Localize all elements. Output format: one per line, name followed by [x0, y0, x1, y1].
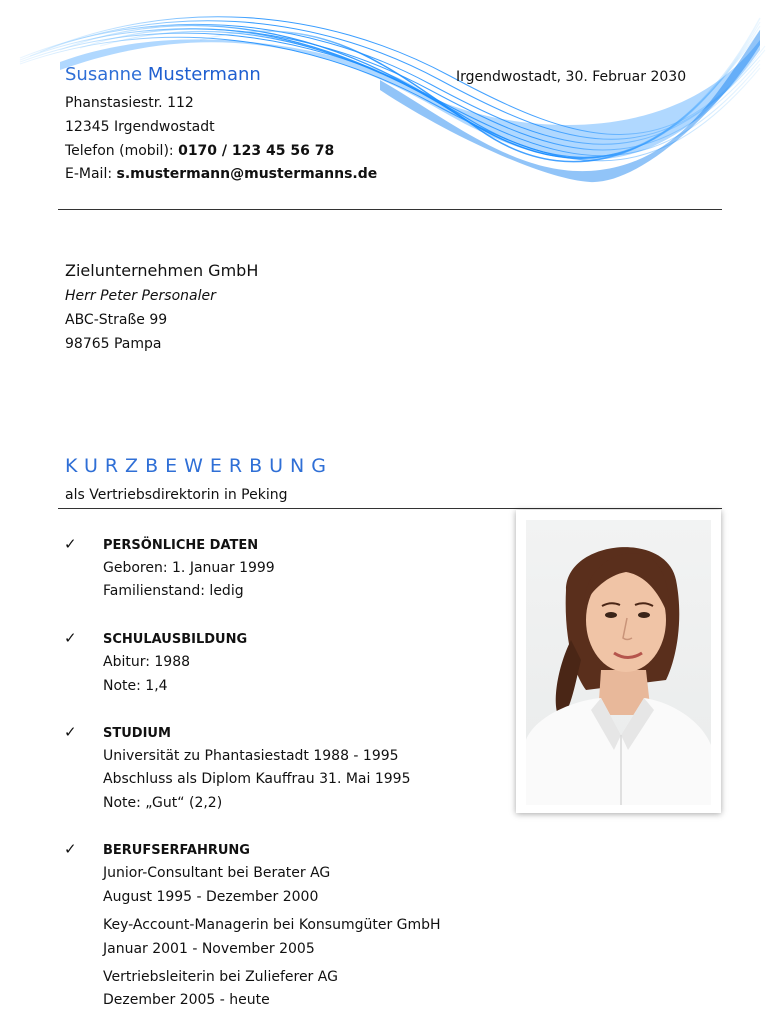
section-title-school: SCHULAUSBILDUNG	[103, 632, 248, 647]
section-line: Familienstand: ledig	[103, 583, 244, 599]
sender-first-name: Susanne	[65, 64, 143, 85]
recipient-contact: Herr Peter Personaler	[65, 288, 216, 304]
section-line: Key-Account-Managerin bei Konsumgüter GmbH	[103, 917, 441, 933]
applicant-photo-frame	[516, 510, 721, 813]
section-title-personal: PERSÖNLICHE DATEN	[103, 538, 259, 553]
phone-label: Telefon (mobil):	[65, 143, 179, 159]
section-line: Dezember 2005 - heute	[103, 992, 270, 1008]
section-line: Universität zu Phantasiestadt 1988 - 1995	[103, 748, 399, 764]
sender-last-name: Mustermann	[147, 64, 261, 85]
section-line: Januar 2001 - November 2005	[103, 941, 315, 957]
checkmark-icon: ✓	[64, 535, 77, 553]
checkmark-icon: ✓	[64, 723, 77, 741]
recipient-company: Zielunternehmen GmbH	[65, 261, 259, 280]
document-title: KURZBEWERBUNG	[65, 455, 333, 477]
section-title-work: BERUFSERFAHRUNG	[103, 843, 250, 858]
section-line: Note: „Gut“ (2,2)	[103, 795, 223, 811]
recipient-city: 98765 Pampa	[65, 336, 162, 352]
phone-number: 0170 / 123 45 56 78	[178, 143, 335, 159]
section-title-study: STUDIUM	[103, 726, 171, 741]
sender-city: 12345 Irgendwostadt	[65, 119, 215, 135]
sender-name	[65, 64, 261, 85]
email-label: E-Mail:	[65, 166, 117, 182]
header-divider	[58, 209, 722, 210]
section-line: Note: 1,4	[103, 678, 168, 694]
section-line: Junior-Consultant bei Berater AG	[103, 865, 331, 881]
checkmark-icon: ✓	[64, 840, 77, 858]
section-line: Geboren: 1. Januar 1999	[103, 560, 275, 576]
sender-phone-line	[65, 143, 334, 159]
document-subtitle: als Vertriebsdirektorin in Peking	[65, 487, 288, 503]
email-address: s.mustermann@mustermanns.de	[116, 166, 378, 182]
checkmark-icon: ✓	[64, 629, 77, 647]
section-line: Abschluss als Diplom Kauffrau 31. Mai 1995	[103, 771, 411, 787]
section-line: August 1995 - Dezember 2000	[103, 889, 319, 905]
sender-email-line	[65, 166, 377, 182]
section-line: Vertriebsleiterin bei Zulieferer AG	[103, 969, 338, 985]
title-divider	[58, 508, 722, 509]
section-line: Abitur: 1988	[103, 654, 191, 670]
applicant-photo	[526, 520, 711, 805]
sender-street: Phanstasiestr. 112	[65, 95, 194, 111]
recipient-street: ABC-Straße 99	[65, 312, 168, 328]
place-date: Irgendwostadt, 30. Februar 2030	[456, 69, 687, 85]
